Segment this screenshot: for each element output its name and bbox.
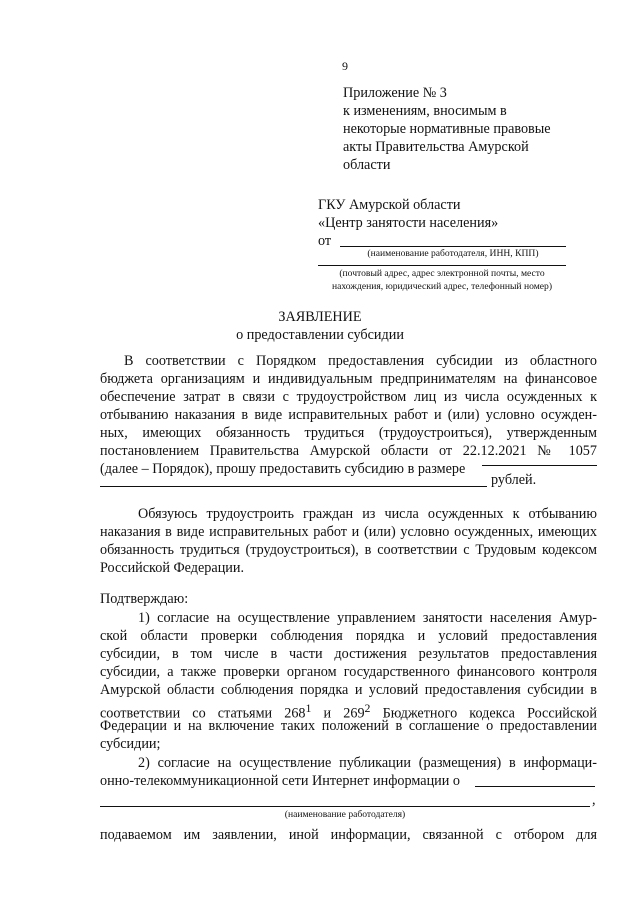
text-line: 2) согласие на осуществление публикации (размещения) в информаци- [138,755,597,771]
text-line: Амурской области соблюдения порядка и условий предоставления субсидии в [100,682,597,698]
text-line: обеспечение затрат в связи с трудоустройством лиц из числа осужденных к [100,389,597,405]
text-line: Федерации и на включение таких положений в соглашение о предоставлении [100,718,597,734]
document-subtitle: о предоставлении субсидии [236,327,404,343]
address-caption-1: (почтовый адрес, адрес электронной почты, место [339,268,545,279]
text-line: 1) согласие на осуществление управлением занятости населения Амур- [138,610,597,626]
page-number: 9 [342,59,348,73]
address-line [318,265,566,266]
comma: , [592,792,596,808]
text-line: ных, имеющих обязанность трудиться (трудоустроиться), утвержденным [100,425,597,441]
employer-info-line [475,786,595,787]
text-line: субсидии; [100,736,161,752]
text-line: бюджета организациям и индивидуальным предпринимателям на финансовое [100,371,597,387]
paragraph-1 [100,352,597,478]
confirm-heading: Подтверждаю: [100,591,189,607]
text-line: обязанность трудиться (трудоустроиться), в соответствии с Трудовым кодексом [100,542,597,558]
employer-caption-2: (наименование работодателя) [284,809,406,820]
recipient-org: ГКУ Амурской области [318,197,461,213]
text-line: отбыванию наказания в виде исправительных работ и (или) условно осужден- [100,407,597,423]
from-label: от [318,233,332,249]
text-line: онно-телекоммуникационной сети Интернет информации о [100,773,460,789]
address-caption-2: нахождения, юридический адрес, телефонный номер) [331,281,553,292]
appendix-title: Приложение № 3 [343,85,447,101]
continuation [100,826,597,844]
appendix-line: акты Правительства Амурской [343,139,529,155]
text-line: В соответствии с Порядком предоставления субсидии из областного [124,353,597,369]
employer-name-line-2 [100,806,590,807]
text-line: подаваемом им заявлении, иной информации, связанной с отбором для [100,827,597,843]
text-line: ской области проверки соблюдения порядка и условий предоставления [100,628,597,644]
appendix-line: некоторые нормативные правовые [343,121,551,137]
currency-label: рублей. [491,472,537,488]
appendix-line: к изменениям, вносимым в [343,103,507,119]
text-line: субсидии, а также проверки органом государственного финансового контроля [100,664,597,680]
text-line: наказания в виде исправительных работ и (или) условно осужденных, имеющих [100,524,597,540]
text-line: (далее – Порядок), прошу предоставить субсидию в размере [100,461,466,477]
employer-caption: (наименование работодателя, ИНН, КПП) [367,248,539,259]
amount-line [482,465,597,466]
appendix-line: области [343,157,391,173]
amount-line-2 [100,486,487,487]
paragraph-2 [100,505,597,577]
text-line: соответствии со статьями $268^1$ и $269^2$ Бюджетного кодекса Российской [100,701,597,722]
recipient-org: «Центр занятости населения» [318,215,499,231]
document-title: ЗАЯВЛЕНИЕ [278,309,362,325]
text-line: Обязуюсь трудоустроить граждан из числа осужденных к отбыванию [138,506,597,522]
text-line: постановлением Правительства Амурской области от 22.12.2021 № 1057 [100,443,597,459]
text-line: субсидии, в том числе в части достижения результатов предоставления [100,646,597,662]
confirm-item-2 [100,754,597,790]
confirm-item-1 [100,609,597,753]
text-line: Российской Федерации. [100,560,245,576]
